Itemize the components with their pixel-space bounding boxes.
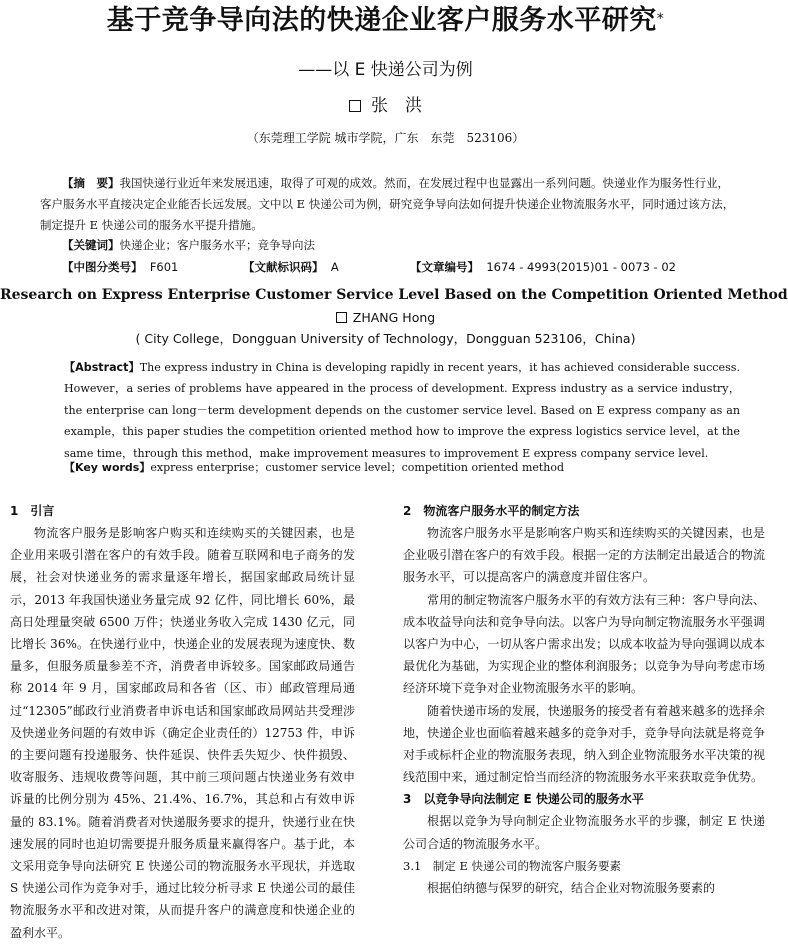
author-name: 张 洪 bbox=[371, 96, 422, 116]
english-author-name: ZHANG Hong bbox=[352, 310, 436, 325]
english-author bbox=[0, 309, 771, 327]
author-line bbox=[0, 95, 771, 117]
clc-label: 【中图分类号】 bbox=[62, 260, 143, 274]
chinese-keywords bbox=[62, 236, 315, 254]
abstract-en-text: The express industry in China is developing rapidly in recent years，it has achieved considerable success. However，a series of problems have appeared in the process of development. Express industry as a service industry，the enterprise can long－term development depends on the customer service level. Based on E express company as an example，this paper studies the competition oriented method how to improve the express logistics service level，at the same time，through this method，make improvement measures to improvement E express company service level. bbox=[64, 361, 740, 460]
doc-label: 【文献标识码】 bbox=[243, 260, 324, 274]
keywords-cn-text: 快递企业；客户服务水平；竞争导向法 bbox=[119, 238, 315, 252]
chinese-abstract bbox=[40, 173, 740, 236]
section-2-heading: 2 物流客户服务水平的制定方法 bbox=[403, 504, 580, 518]
english-keywords bbox=[64, 459, 564, 477]
english-affiliation: ( City College，Dongguan University of Technology，Dongguan 523106，China) bbox=[135, 331, 636, 346]
paper-subtitle: ——以 E 快递公司为例 bbox=[298, 60, 473, 80]
abstract-en-label: 【Abstract】 bbox=[64, 361, 140, 374]
clc-value: F601 bbox=[149, 260, 179, 274]
keywords-cn-label: 【关键词】 bbox=[62, 238, 120, 252]
subsection-3-1-heading: 3.1 制定 E 快递公司的物流客户服务要素 bbox=[403, 858, 621, 873]
author-box-icon bbox=[349, 100, 361, 112]
title-text: 基于竞争导向法的快递企业客户服务水平研究 bbox=[106, 5, 657, 36]
section-3-heading: 3 以竞争导向法制定 E 快递公司的服务水平 bbox=[403, 792, 644, 807]
abstract-cn-label: 【摘 要】 bbox=[62, 176, 120, 190]
section-2-paragraph-2: 常用的制定物流客户服务水平的有效方法有三种：客户导向法、成本收益导向法和竞争导向法。以客户为导向制定物流服务水平强调以客户为中心，一切从客户需求出发；以成本收益为导向强调以成本最优化为基础，为实现企业的整体利润服务；以竞争为导向考虑市场经济环境下竞争对企业物流服务水平的影响。 bbox=[403, 592, 765, 696]
english-title: Research on Express Enterprise Customer Service Level Based on the Competition Oriented Method bbox=[0, 287, 788, 303]
section-1-paragraph: 物流客户服务是影响客户购买和连续购买的关键因素，也是企业用来吸引潜在客户的有效手段。随着互联网和电子商务的发展，社会对快递业务的需求量逐年增长，据国家邮政局统计显示，2013 年我国快递业务量完成 92 亿件，同比增长 60%，最高日处理量突破 6500 万件；快递业务收入完成 1430 亿元，同比增长 36%。在快递行业中，快递企业的发展表现为速度快、数量多，但服务质量参差不齐，消费者申诉较多。国家邮政局通告称 2014 年 9 月，国家邮政局和各省（区、市）邮政管理局通过“12305”邮政行业消费者申诉电话和国家邮政局网站共受理涉及快递业务问题的有效申诉（确定企业责任的）12753 件，申诉的主要问题有投递服务、快件延误、快件丢失短少、快件损毁、收寄服务、违规收费等问题，其中前三项问题占快递业务有效申诉量的比例分别为 45%、21.4%、16.7%，其总和占有效申诉量的 83.1%。随着消费者对快递服务要求的提升，快递行业在快速发展的同时也迫切需要提升服务质量来赢得客户。基于此，本文采用竞争导向法研究 E 快递公司的物流服务水平现状，并选取 S 快递公司作为竞争对手，通过比较分析寻求 E 快递公司的最佳物流服务水平和改进对策，从而提升客户的满意度和快递企业的盈利水平。 bbox=[10, 526, 355, 940]
body-right-column bbox=[403, 500, 765, 899]
abstract-cn-text: 我国快递行业近年来发展迅速，取得了可观的成效。然而，在发展过程中也显露出一系列问题。快递业作为服务性行业，客户服务水平直接决定企业能否长远发展。文中以 E 快递公司为例，研究竞争导向法如何提升快递企业物流服务水平，同时通过该方法，制定提升 E 快递公司的服务水平提升措施。 bbox=[40, 176, 735, 232]
clc-number bbox=[62, 258, 178, 276]
subsection-3-1-paragraph: 根据伯纳德与保罗的研究，结合企业对物流服务要素的 bbox=[427, 880, 716, 895]
english-abstract bbox=[40, 357, 740, 464]
paper-title bbox=[0, 4, 771, 38]
affiliation: （东莞理工学院 城市学院，广东 东莞 523106） bbox=[246, 131, 525, 145]
author-box-icon bbox=[336, 312, 347, 323]
keywords-en-text: express enterprise；customer service level；competition oriented method bbox=[150, 461, 565, 474]
doc-code bbox=[243, 258, 339, 276]
body-left-column bbox=[10, 500, 355, 944]
keywords-en-label: 【Key words】 bbox=[64, 461, 151, 474]
section-2-paragraph-3: 随着快递市场的发展，快递服务的接受者有着越来越多的选择余地，快递企业也面临着越来越多的竞争对手，竞争导向法就是将竞争对手或标杆企业的物流服务表现，纳入到企业物流服务水平决策的视线范围中来，通过制定恰当而经济的物流服务水平来获取竞争优势。 bbox=[403, 703, 765, 785]
section-3-paragraph-1: 根据以竞争为导向制定企业物流服务水平的步骤，制定 E 快递公司合适的物流服务水平。 bbox=[403, 814, 765, 851]
section-2-paragraph-1: 物流客户服务水平是影响客户购买和连续购买的关键因素，也是企业吸引潜在客户的有效手段。根据一定的方法制定出最适合的物流服务水平，可以提高客户的满意度并留住客户。 bbox=[403, 526, 765, 585]
article-number bbox=[410, 258, 676, 276]
article-label: 【文章编号】 bbox=[410, 260, 479, 274]
article-value: 1674 - 4993(2015)01 - 0073 - 02 bbox=[486, 260, 677, 274]
section-1-heading: 1 引言 bbox=[10, 504, 55, 518]
doc-value: A bbox=[330, 260, 339, 274]
title-footnote-mark: * bbox=[656, 11, 665, 27]
